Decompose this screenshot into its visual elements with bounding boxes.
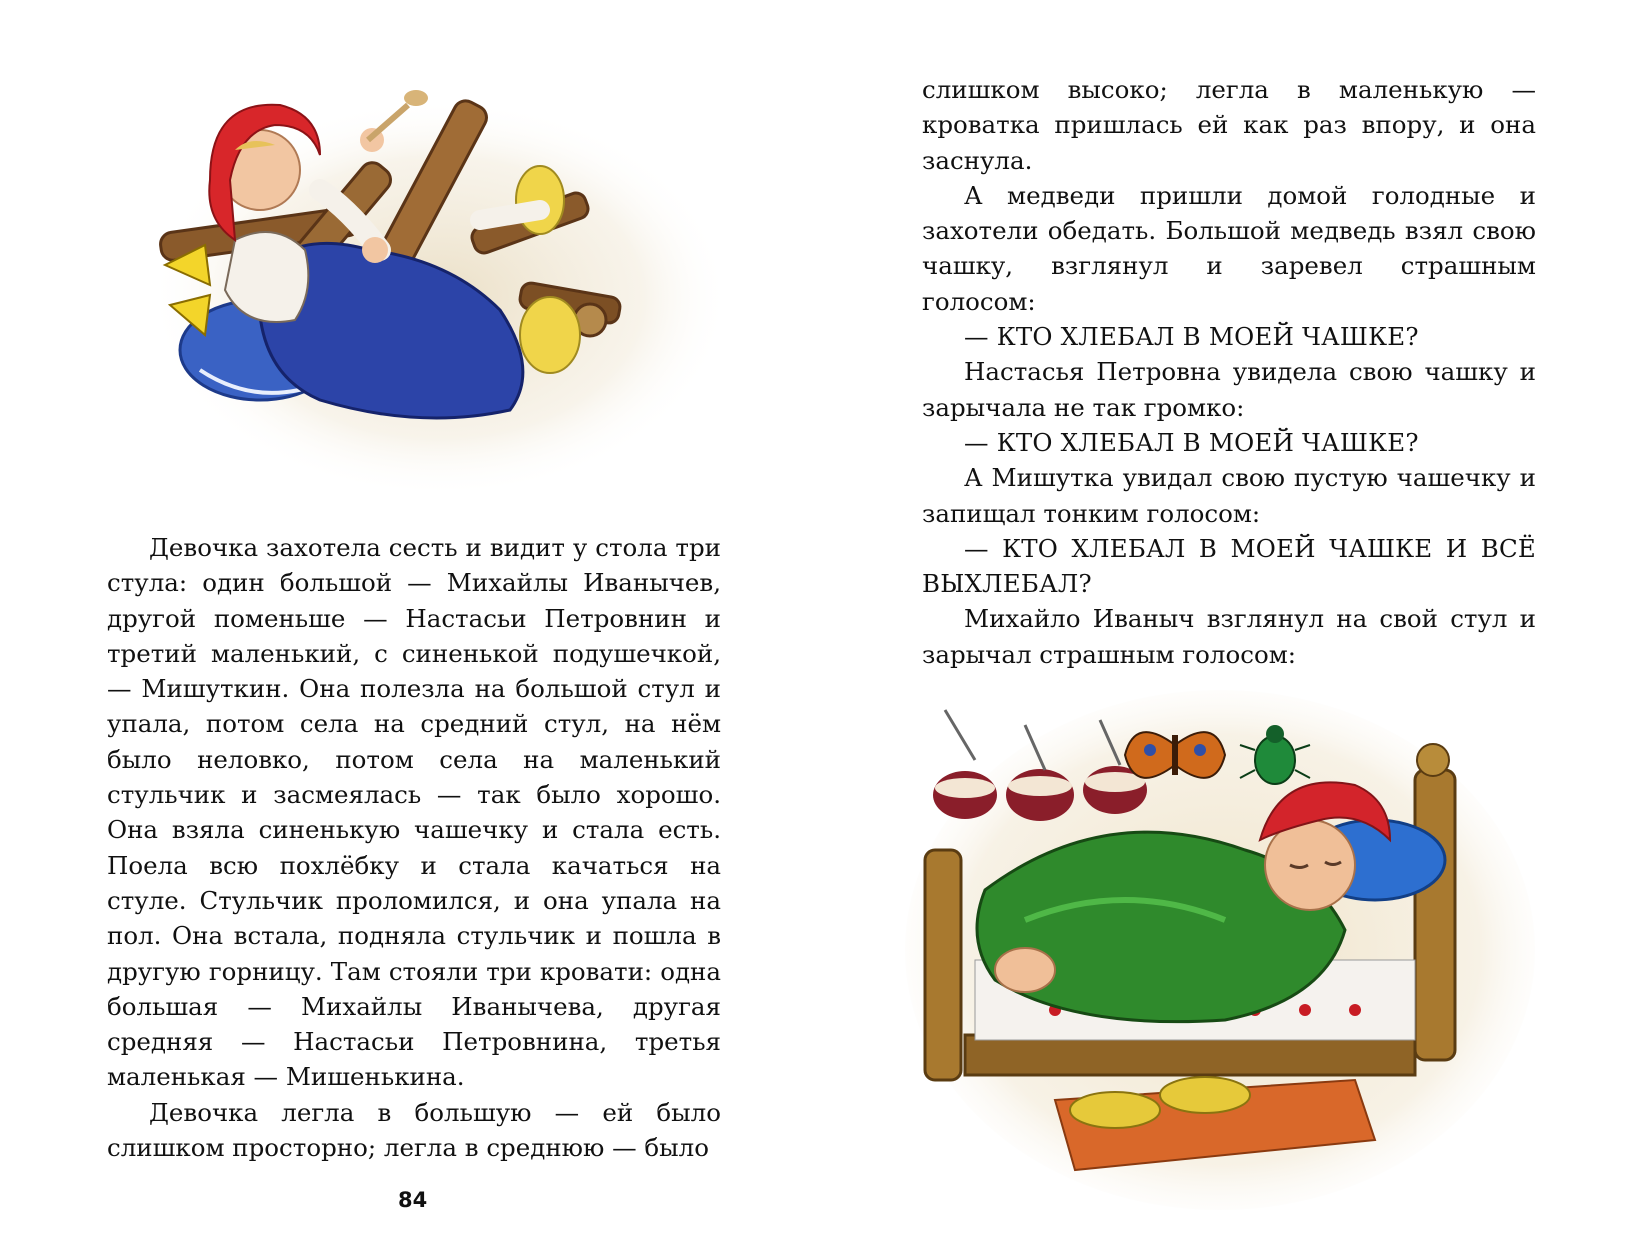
paragraph: А Мишутка увидал свою пустую чашечку и запищал тонким голосом:: [922, 463, 1536, 528]
paragraph: А медведи пришли домой голодные и захотели обедать. Большой медведь взял свою чашку, взглянул и заревел страшным голосом:: [922, 180, 1536, 316]
paragraph: Михайло Иваныч взглянул на свой стул и зарычал страшным голосом:: [922, 604, 1536, 669]
girl-with-broken-chair-illustration: [140, 70, 730, 490]
right-column-text: [922, 72, 1536, 672]
paragraph: Настасья Петровна увидела свою чашку и зарычала не так громко:: [922, 357, 1536, 422]
paragraph: Девочка захотела сесть и видит у стола три стула: один большой — Михайлы Иванычев, другой поменьше — Настасьи Петровнин и третий маленький, с синенькой подушечкой, — Мишуткин. Она полезла на большой стул и упала, потом села на средний стул, на нём было неловко, потом села на маленький стульчик и засмеялась — так было хорошо. Она взяла синенькую чашечку и стала есть. Поела всю похлёбку и стала качаться на стуле. Стульчик проломился, и она упала на пол. Она встала, подняла стульчик и пошла в другую горницу. Там стояли три кровати: одна большая — Михайлы Иванычева, другая средняя — Настасьи Петровнина, третья маленькая — Мишенькина.: [107, 533, 721, 1092]
bear-speech: — КТО ХЛЕБАЛ В МОЕЙ ЧАШКЕ?: [964, 427, 1419, 457]
left-column-text: [107, 530, 721, 1165]
bear-speech: — КТО ХЛЕБАЛ В МОЕЙ ЧАШКЕ И ВСЁ ВЫХЛЕБАЛ?: [922, 533, 1536, 599]
paragraph: Девочка легла в большую — ей было слишком просторно; легла в среднюю — было: [107, 1097, 721, 1163]
paragraph: слишком высоко; легла в маленькую — кроватка пришлась ей как раз впору, и она заснула.: [922, 75, 1536, 175]
page-number: 84: [398, 1188, 428, 1212]
bear-speech: — КТО ХЛЕБАЛ В МОЕЙ ЧАШКЕ?: [964, 322, 1419, 352]
girl-sleeping-in-bed-illustration: [905, 690, 1535, 1210]
